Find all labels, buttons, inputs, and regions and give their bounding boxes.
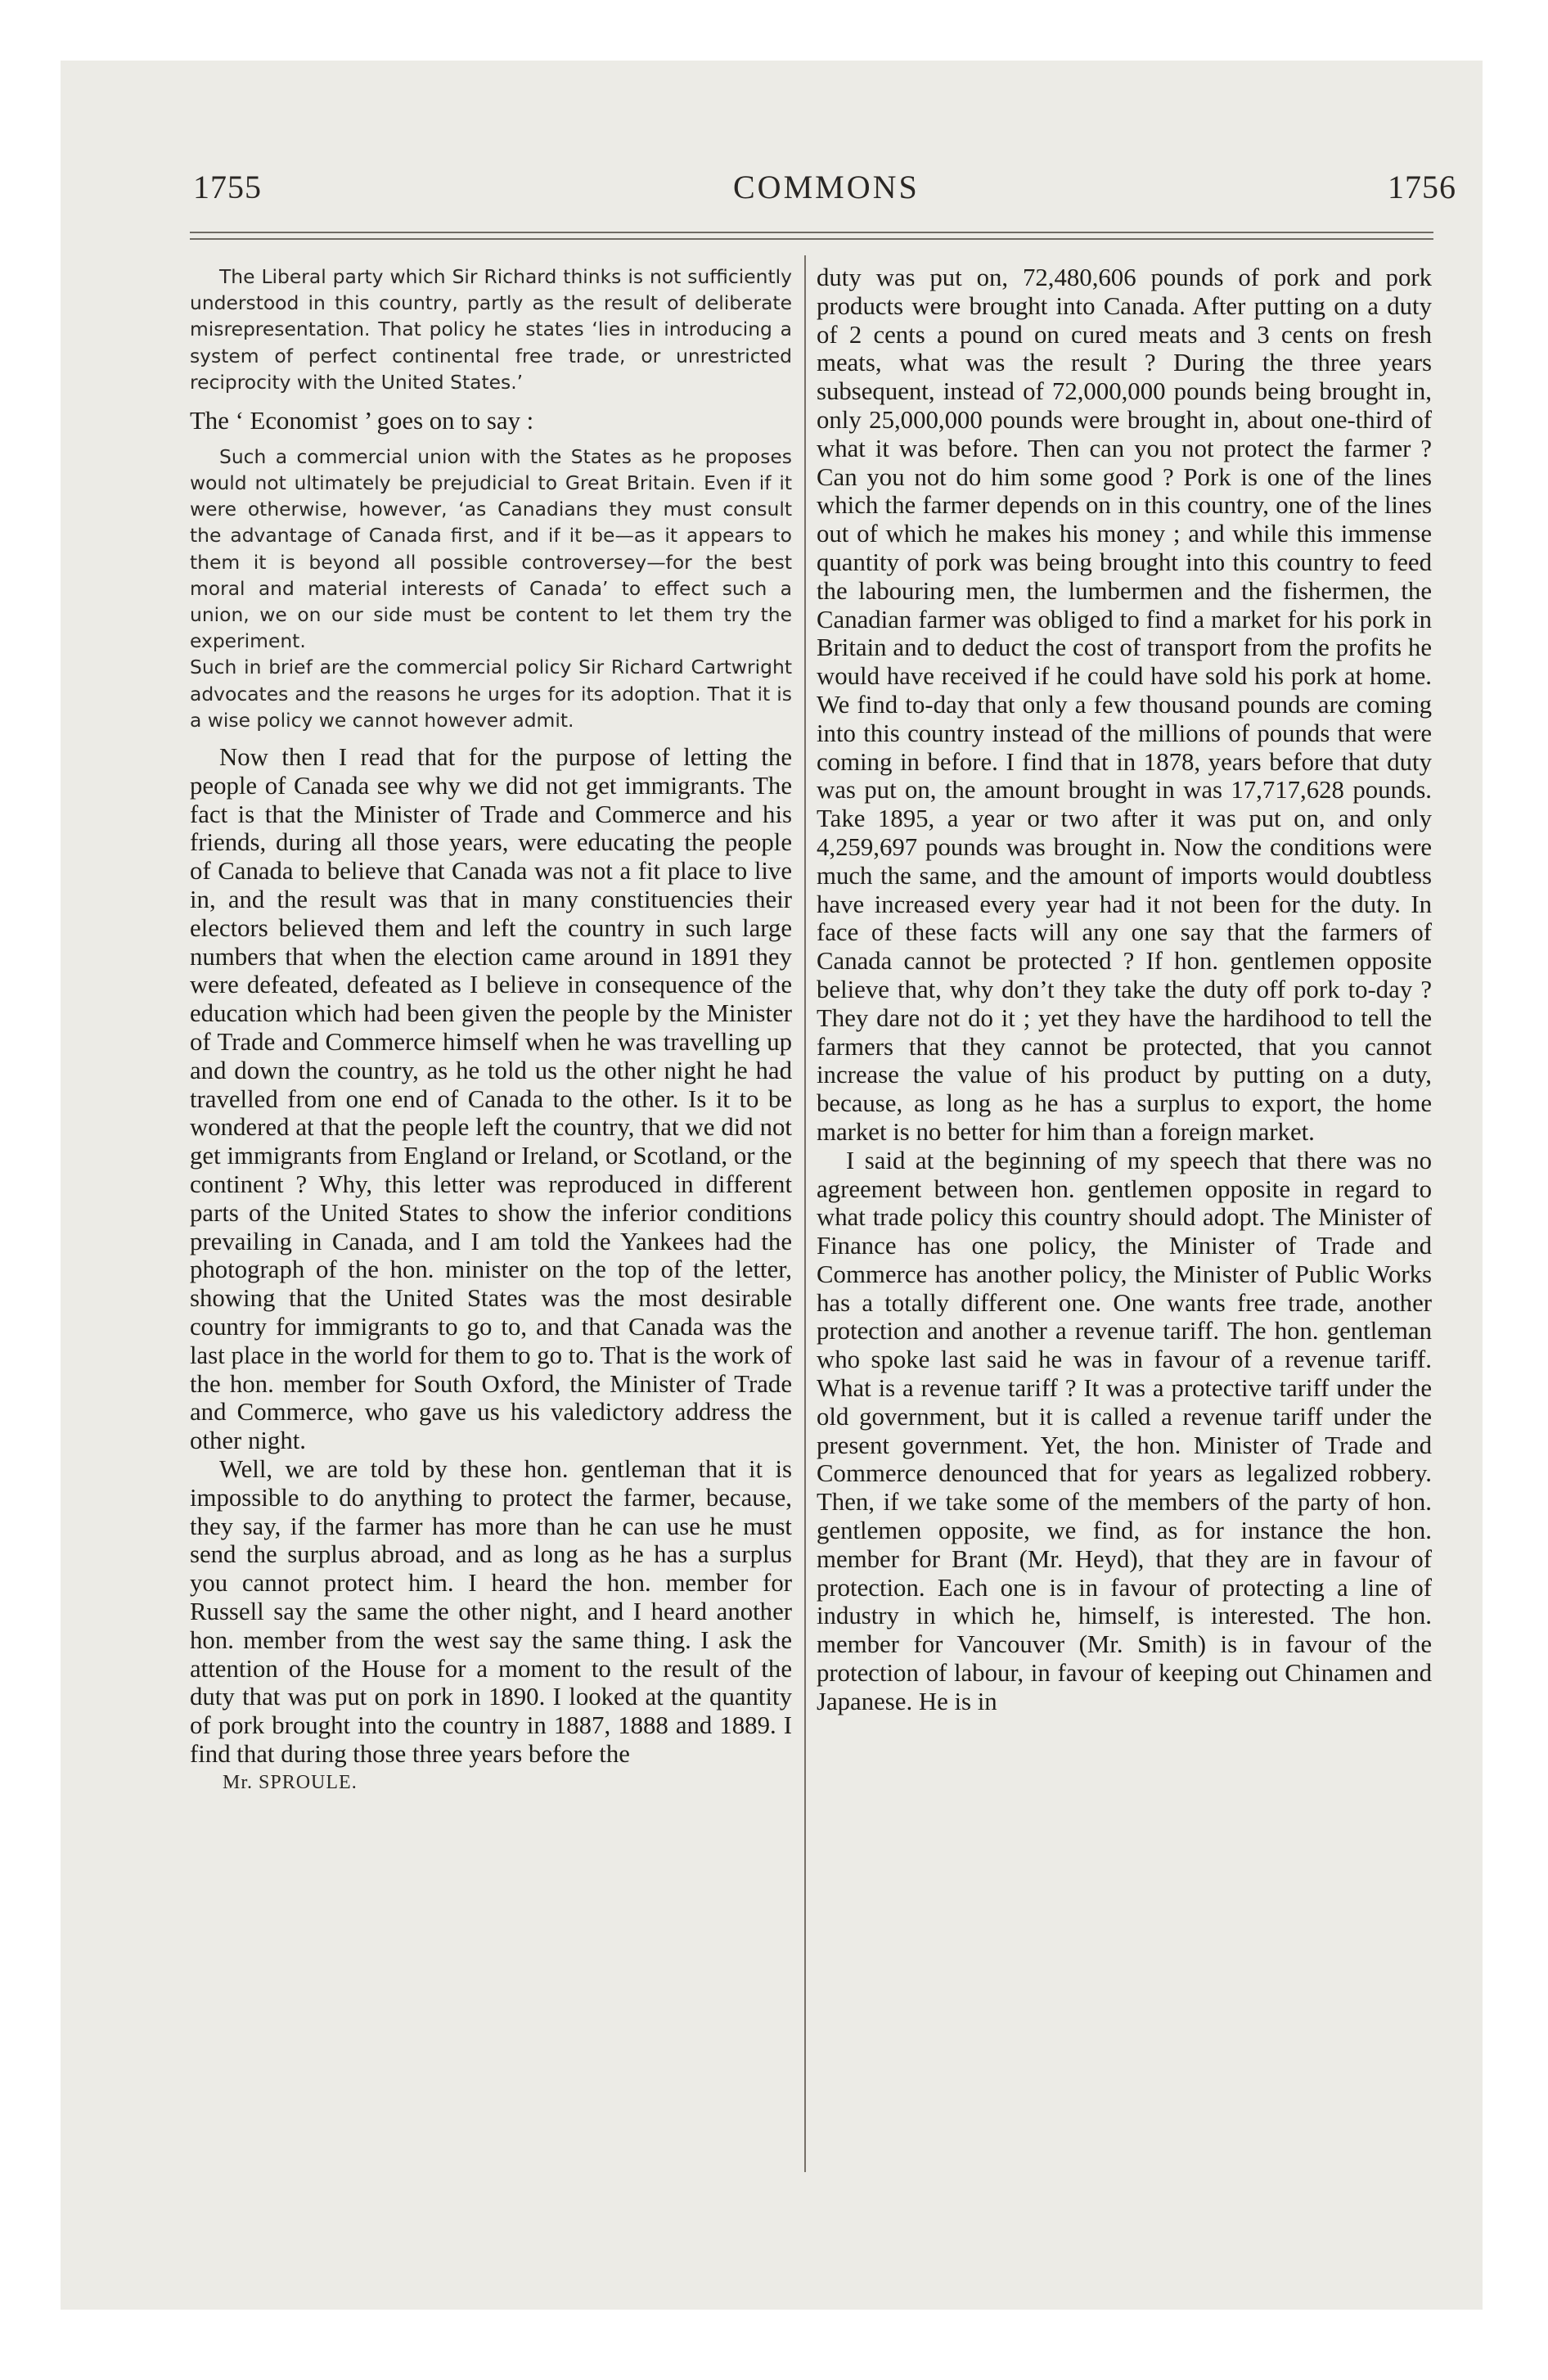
paragraph-immigrants: Now then I read that for the purpose of letting the people of Canada see why we did not get immigrants. The fact is that the Minister of Trade and Commerce and his friends, during all those years, were educating the people of Canada to believe that Canada was not a fit place to live in, and the result was that in many constituencies their electors believed them and left the country in such large numbers that when the election came around in 1891 they were defeated, defeated as I believe in consequence of the education which had been given the people by the Minister of Trade and Commerce himself when he was travelling up and down the country, as he told us the other night he had travelled from one end of Canada to the other. Is it to be wondered at that the people left the country, that we did not get immigrants from England or Ireland, or Scotland, or the continent ? Why, this letter was reproduced in different parts of the United States to show the inferior conditions prevailing in Canada, and I am told the Yankees had the photograph of the hon. minister on the top of the letter, showing that the United States was the most desirable country for immigrants to go to, and that Canada was the last place in the world for them to go to. That is the work of the hon. member for South Oxford, the Minister of Trade and Commerce, who gave us his valedictory address the other night. (190, 743, 792, 1455)
right-page-number: 1756 (1388, 169, 1456, 205)
header-rule-top (190, 232, 1433, 233)
left-column (190, 264, 792, 1794)
right-column (817, 264, 1432, 1716)
paragraph-pork-duty: duty was put on, 72,480,606 pounds of pork and pork products were brought into Canada. After putting on a duty of 2 cents a pound on cured meats and 3 cents on fresh meats, what was the result ? During the three years subsequent, instead of 72,000,000 pounds being brought in, only 25,000,000 pounds were brought in, about one-third of what it was before. Then can you not protect the farmer ? Can you not do him some good ? Pork is one of the lines which the farmer depends on in this country, one of the lines out of which he makes his money ; and while this immense quantity of pork was being brought into this country to feed the labouring men, the lumbermen and the fishermen, the Canadian farmer was obliged to find a market for his pork in Britain and to deduct the cost of transport from the profits he would have received if he could have sold his pork at home. We find to-day that only a few thousand pounds are coming into this country instead of the millions of pounds that were coming in before. I find that in 1878, years before that duty was put on, the amount brought in was 17,717,628 pounds. Take 1895, a year or two after it was put on, and only 4,259,697 pounds was brought in. Now the conditions were much the same, and the amount of imports would doubtless have increased every year had it not been for the duty. In face of these facts will any one say that the farmers of Canada cannot be protected ? If hon. gentlemen opposite believe that, why don’t they take the duty off pork to-day ? They dare not do it ; yet they have the hardihood to tell the farmers that they cannot be protected, that you cannot increase the value of his product by putting on a duty, because, as long as he has a surplus to export, the home market is no better for him than a foreign market. (817, 264, 1432, 1146)
quote-liberal-party: The Liberal party which Sir Richard thinks is not sufficiently understood in this country, partly as the result of deliberate misrepresentation. That policy he states ‘lies in introducing a system of perfect continental free trade, or unrestricted reciprocity with the United States.’ (190, 265, 792, 394)
column-divider (804, 255, 806, 2172)
left-page-number: 1755 (193, 169, 262, 205)
quote-commercial-union: Such a commercial union with the States as he proposes would not ultimately be prejudicial to Great Britain. Even if it were otherwise, however, ‘as Canadians they must consult the advantage of Canada first, and if it be—as it appears to them it is beyond all possible controversey—for the best moral and material interests of Canada’ to effect such a union, we on our side must be content to let them try the experiment. (190, 444, 792, 653)
quote-commercial-policy: Such in brief are the commercial policy Sir Richard Cartwright advocates and the reasons he urges for its adoption. That it is a wise policy we cannot however admit. (190, 656, 792, 732)
speaker-name: Mr. SPROULE. (223, 1771, 358, 1793)
header-rule-bottom (190, 238, 1433, 240)
paragraph-trade-policy: I said at the beginning of my speech that there was no agreement between hon. gentlemen opposite in regard to what trade policy this country should adopt. The Minister of Finance has one policy, the Minister of Trade and Commerce has another policy, the Minister of Public Works has a totally different one. One wants free trade, another protection and another a revenue tariff. The hon. gentleman who spoke last said he was in favour of a revenue tariff. What is a revenue tariff ? It was a protective tariff under the old government, but it is called a revenue tariff under the present government. Yet, the hon. Minister of Trade and Commerce denounced that for years as legalized robbery. Then, if we take some of the members of the party of hon. gentlemen opposite, we find, as for instance the hon. member for Brant (Mr. Heyd), that they are in favour of protection. Each one is in favour of protecting a line of industry in which he, himself, is interested. The hon. member for Vancouver (Mr. Smith) is in favour of the protection of labour, in favour of keeping out Chinamen and Japanese. He is in (817, 1146, 1432, 1715)
paragraph-protect-farmer: Well, we are told by these hon. gentleman that it is impossible to do anything to protect the farmer, because, they say, if the farmer has more than he can use he must send the surplus abroad, and as long as he has a surplus you cannot protect him. I heard the hon. member for Russell say the same the other night, and I heard another hon. member from the west say the same thing. I ask the attention of the House for a moment to the result of the duty that was put on pork in 1890. I looked at the quantity of pork brought into the country in 1887, 1888 and 1889. I find that during those three years before the (190, 1454, 792, 1768)
economist-lead-in: The ‘ Economist ’ goes on to say : (190, 407, 534, 435)
page-header-title: COMMONS (733, 169, 920, 205)
